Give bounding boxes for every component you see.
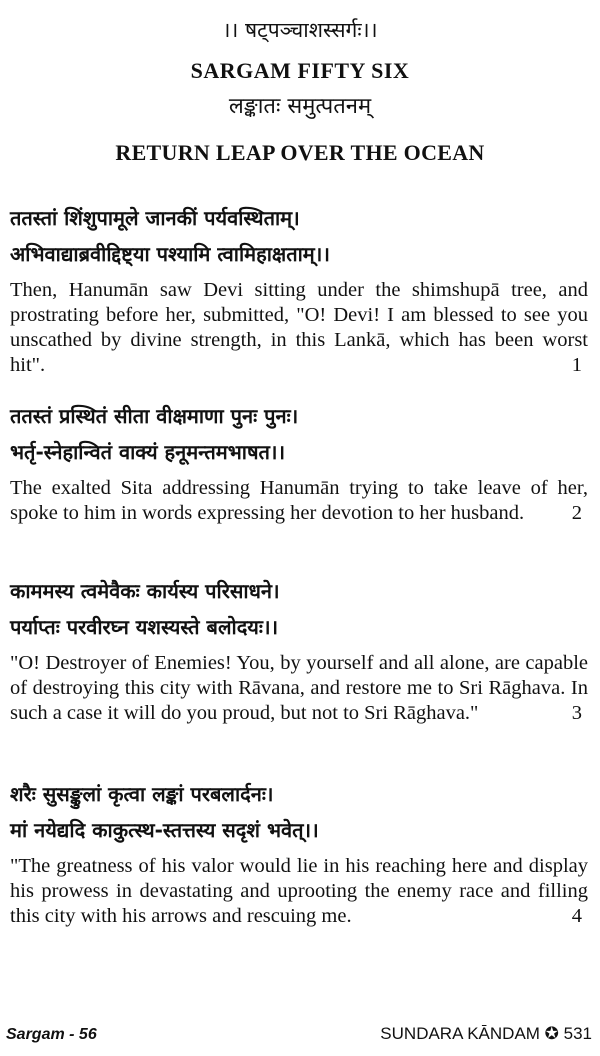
sanskrit-line: अभिवाद्याब्रवीद्दिष्ट्या पश्यामि त्वामिहाक्षताम्।। [10,242,330,266]
sanskrit-line: भर्तृ-स्नेहान्वितं वाक्यं हनूमन्तमभाषत।। [10,440,286,464]
chapter-title: SARGAM FIFTY SIX [190,58,410,83]
verse-translation [10,651,588,726]
verse-2 [10,398,590,526]
verse-translation [10,476,588,526]
footer-chapter-label: Sargam - 56 [6,1026,97,1043]
chapter-subtitle: RETURN LEAP OVER THE OCEAN [115,140,485,165]
verse-translation [10,854,588,929]
sanskrit-line: मां नयेद्यदि काकुत्स्थ-स्तत्तस्य सदृशं भवेत्।। [10,818,319,842]
translation-text: The exalted Sita addressing Hanumān trying to take leave of her, spoke to him in words expressing her devotion to her husband. [10,477,588,524]
sanskrit-chapter-subtitle: लङ्कातः समुत्पतनम् [228,94,372,119]
verse-4 [10,776,590,929]
sanskrit-line: पर्याप्तः परवीरघ्न यशस्यस्ते बलोदयः।। [10,615,279,639]
verse-number: 1 [571,354,582,376]
translation-text: "O! Destroyer of Enemies! You, by yourself and all alone, are capable of destroying this city with Rāvana, and restore me to Sri Rāghava. In such a case it will do you proud, but not to Sri Rāghava." [10,652,588,724]
verse-1 [10,200,590,378]
verse-translation [10,278,588,378]
verse-number: 2 [571,502,582,524]
verse-3 [10,573,590,726]
sanskrit-line: ततस्तं प्रस्थितं सीता वीक्षमाणा पुनः पुनः। [10,404,299,428]
verse-number: 4 [571,905,582,927]
verse-number: 3 [571,702,582,724]
sanskrit-line: काममस्य त्वमेवैकः कार्यस्य परिसाधने। [10,579,280,603]
translation-text: "The greatness of his valor would lie in his reaching here and display his prowess in devastating and uprooting the enemy race and filling this city with his arrows and rescuing me. [10,855,588,927]
translation-text: Then, Hanumān saw Devi sitting under the shimshupā tree, and prostrating before her, submitted, "O! Devi! I am blessed to see you unscathed by divine strength, in this Lankā, which has been worst hit". [10,279,588,376]
footer-page-label: SUNDARA KĀNDAM ✪ 531 [380,1024,592,1043]
sanskrit-line: ततस्तां शिंशुपामूले जानकीं पर्यवस्थिताम्। [10,206,300,230]
sanskrit-chapter-title: ।। षट्पञ्चाशस्सर्गः।। [222,18,378,42]
sanskrit-line: शरैः सुसङ्कुलां कृत्वा लङ्कां परबलार्दनः। [10,782,274,806]
